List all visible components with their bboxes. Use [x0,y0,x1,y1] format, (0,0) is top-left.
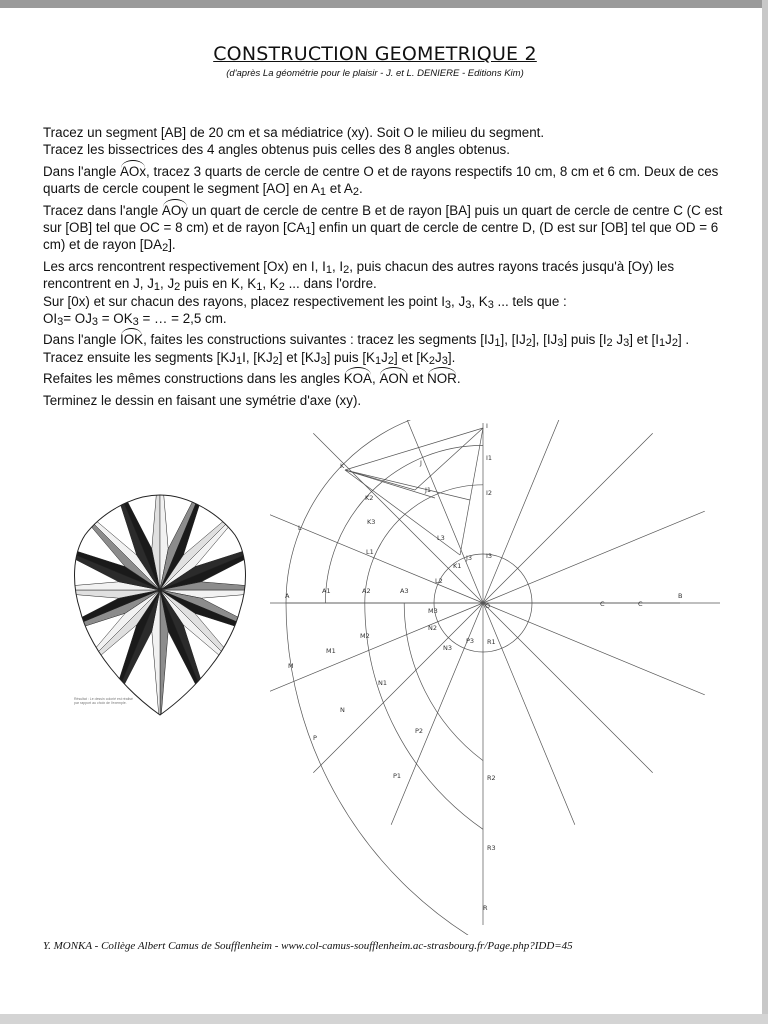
text: ] enfin un quart de cercle de centre D, (D est sur [OB] tel que OD = 6 cm) et de rayon [DA [43,220,719,253]
gem-caption: Résultat : Le dessin colorié est réalisé par rapport au choix de l'exemple. [74,697,133,705]
page-right-shadow [762,0,768,1024]
instruction-7: Terminez le dessin en faisant une symétrie d'axe (xy). [43,392,362,408]
point-label: N2 [428,624,437,632]
point-label: P3 [466,637,475,645]
text: Dans l'angle [43,163,120,179]
text: , K [471,293,488,309]
text: , I [331,258,344,274]
bisector-ray [483,603,705,695]
subscript: 3 [91,316,99,329]
angle-aoy: AOy [161,202,188,218]
point-label: A2 [362,587,371,595]
gem-result-image [70,490,250,720]
subscript: 3 [57,316,64,329]
point-label: M1 [326,647,336,655]
text: ] puis [K [326,349,375,365]
point-label: N1 [378,679,387,687]
bisector-ray [483,433,653,603]
bisector-ray [391,420,483,603]
text: ] et [K [393,349,429,365]
subscript: 3 [441,354,448,367]
text: ... tels que : [493,293,567,309]
text: ]. [168,237,176,253]
instructions [43,124,723,413]
point-label: A3 [400,587,409,595]
instruction-1-line-1: Tracez un segment [AB] de 20 cm et sa médiatrice (xy). Soit O le milieu du segment. [43,125,545,140]
construction-segment [345,470,470,500]
instruction-6 [43,370,723,387]
subscript: 2 [606,337,613,350]
text: = OK [98,311,133,327]
page-subtitle: (d'après La géométrie pour le plaisir - J. et L. DENIERE - Editions Kim) [226,68,524,79]
angle-aon: AON [379,371,409,387]
subscript: 2 [387,354,394,367]
point-label: L [298,524,302,532]
text: Tracez dans l'angle [43,202,162,218]
point-label: I3 [486,552,493,560]
subscript: 1 [236,354,243,367]
point-label: R [483,904,488,912]
text: , J [160,276,175,292]
page-top-border [0,0,768,8]
text: J [612,332,624,348]
text: ] puis [I [563,332,607,348]
text: , puis chacun des autres rayons tracés jusqu'à [Oy) les rencontrent en J, J [43,258,675,292]
instruction-2 [43,163,723,198]
instruction-5 [43,331,723,366]
construction-segment [460,428,483,555]
point-label: I1 [486,454,493,462]
text: ], [IJ [531,332,558,348]
quarter-circle-o [286,420,483,603]
construction-figure [270,420,720,935]
text: . [358,181,363,197]
construction-segment [345,428,483,470]
subscript: 2 [525,337,532,350]
angle-nor: NOR [427,371,457,387]
point-label: R1 [487,638,496,646]
angle-koa: KOA [343,371,372,387]
subscript: 3 [132,316,139,329]
text: Sur [0x) et sur chacun des rayons, placez respectivement les point I [43,293,445,309]
point-label: P2 [415,727,424,735]
bisector-ray [483,511,705,603]
point-label: N [340,706,345,714]
point-label: K1 [453,562,462,570]
subscript: 1 [374,354,382,367]
instruction-4 [43,258,723,328]
subscript: 2 [343,263,350,276]
point-label: I [486,422,488,430]
point-label: P [313,734,317,742]
bisector-ray [313,433,483,603]
footer-credit: Y. MONKA - Collège Albert Camus de Soufflenheim - www.col-camus-soufflenheim.ac-strasbourg.fr/Page.php?IDD=45 [43,940,573,952]
subscript: 3 [320,354,327,367]
point-label: L2 [435,577,443,585]
text: et A [326,181,353,197]
text: J [435,349,442,365]
text: un quart de cercle de centre B et de rayon [BA] puis un quart de cercle de centre C (C est sur [OB] tel que OC = 8 cm) et de rayon [CA [43,202,723,236]
point-label: A1 [322,587,331,595]
subscript: 2 [352,186,359,199]
subscript: 3 [487,298,494,311]
subscript: 2 [428,354,436,367]
text: , tracez 3 quarts de cercle de centre O et de rayons respectifs 10 cm, 8 cm et 6 cm. Deux de ces quarts de cercle coupent le segment [AO] en A [43,163,719,197]
point-label: C [600,600,605,608]
text: Dans l'angle [43,332,120,348]
instruction-1 [43,124,723,159]
point-label: P1 [393,772,402,780]
subscript: 2 [278,281,285,294]
text: . [456,371,461,387]
point-label: B [678,592,683,600]
text: ... dans l'ordre. [284,276,377,292]
arc-center-b [286,603,483,935]
point-label: R3 [487,844,496,852]
text: ]. [447,349,456,365]
arc-center-d [404,603,483,761]
point-label: C [638,600,643,608]
subscript: 1 [153,281,161,294]
point-label: J3 [466,554,473,562]
point-label: K3 [367,518,376,526]
point-label: K [340,462,345,470]
text: Les arcs rencontrent respectivement [Ox) en I, I [43,258,326,274]
subscript: 1 [494,337,501,350]
text: Refaites les mêmes constructions dans les angles [43,371,344,387]
text: = … = 2,5 cm. [138,311,227,327]
point-label: J [420,459,422,467]
text: ] et [KJ [278,349,321,365]
text: J [381,349,388,365]
construction-segment [345,470,460,555]
text: I, [KJ [242,349,273,365]
subscript: 1 [319,186,327,199]
instruction-3 [43,202,723,254]
subscript: 2 [272,354,279,367]
point-label: O [485,602,491,610]
subscript: 3 [465,298,472,311]
text: , J [451,293,466,309]
text: = OJ [63,311,92,327]
subscript: 3 [444,298,452,311]
bisector-ray [483,603,575,825]
subscript: 1 [305,225,312,238]
point-label: M3 [428,607,438,615]
subscript: 2 [162,242,169,255]
point-label: L3 [437,534,445,542]
text: ], [IJ [500,332,526,348]
text: et [408,371,428,387]
text: ] . Tracez ensuite les segments [KJ [43,332,690,365]
text: OI [43,311,58,327]
page-title: CONSTRUCTION GEOMETRIQUE 2 [213,43,537,65]
subscript: 2 [174,281,181,294]
point-label: R2 [487,774,496,782]
construction-segment [415,428,483,490]
point-label: N3 [443,644,452,652]
point-label: M2 [360,632,370,640]
text: J [665,332,672,348]
text: , faites les constructions suivantes : tracez les segments [IJ [143,332,495,348]
text: ] et [I [629,332,659,348]
instruction-1-line-2: Tracez les bissectrices des 4 angles obtenus puis celles des 8 angles obtenus. [43,142,510,158]
bisector-ray [483,420,575,603]
point-label: A [285,592,290,600]
subscript: 3 [557,337,564,350]
bisector-ray [313,603,483,773]
angle-aox: AOx [120,163,147,179]
angle-iok: IOK [120,332,144,348]
subscript: 1 [659,337,666,350]
text: puis en K, K [180,276,257,292]
text: , K [262,276,279,292]
point-label: L1 [366,548,374,556]
page-bottom-shadow [0,1014,768,1024]
subscript: 1 [256,281,263,294]
subscript: 3 [623,337,630,350]
subscript: 1 [325,263,332,276]
subscript: 2 [671,337,678,350]
point-label: K2 [365,494,374,502]
point-label: I2 [486,489,493,497]
bisector-ray [483,603,653,773]
point-label: J1 [425,486,432,494]
text: , [371,371,380,387]
point-label: M [288,662,294,670]
